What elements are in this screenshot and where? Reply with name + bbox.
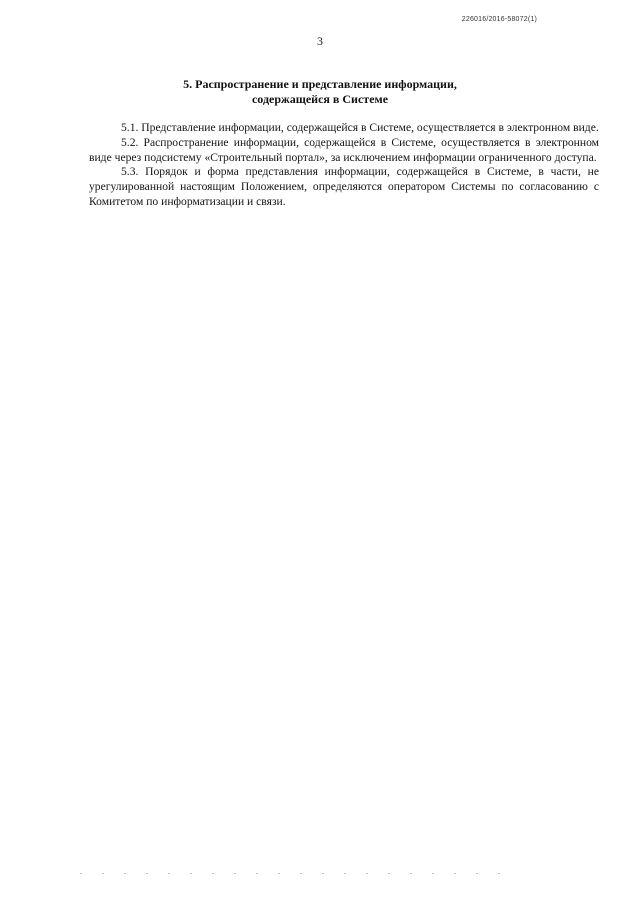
scan-artifact-marks: [80, 873, 500, 877]
section-heading: [100, 77, 540, 107]
section-heading-line-2: содержащейся в Системе: [251, 92, 389, 106]
page-number: 3: [317, 34, 323, 48]
paragraph-5-2: 5.2. Распространение информации, содержащейся в Системе, осуществляется в электронном виде через подсистему «Строительный портал», за исключением информации ограниченного доступа.: [89, 135, 599, 164]
section-heading-line-1: 5. Распространение и представление информации,: [183, 77, 457, 91]
section-body: [89, 121, 599, 210]
paragraph-5-3: 5.3. Порядок и форма представления информации, содержащейся в Системе, в части, не урегулированной настоящим Положением, определяются оператором Системы по согласованию с Комитетом по информатизации и связи.: [89, 165, 599, 208]
document-id: 226016/2016-58072(1): [461, 16, 537, 23]
paragraph-5-1: 5.1. Представление информации, содержащейся в Системе, осуществляется в электронном виде.: [121, 121, 599, 134]
